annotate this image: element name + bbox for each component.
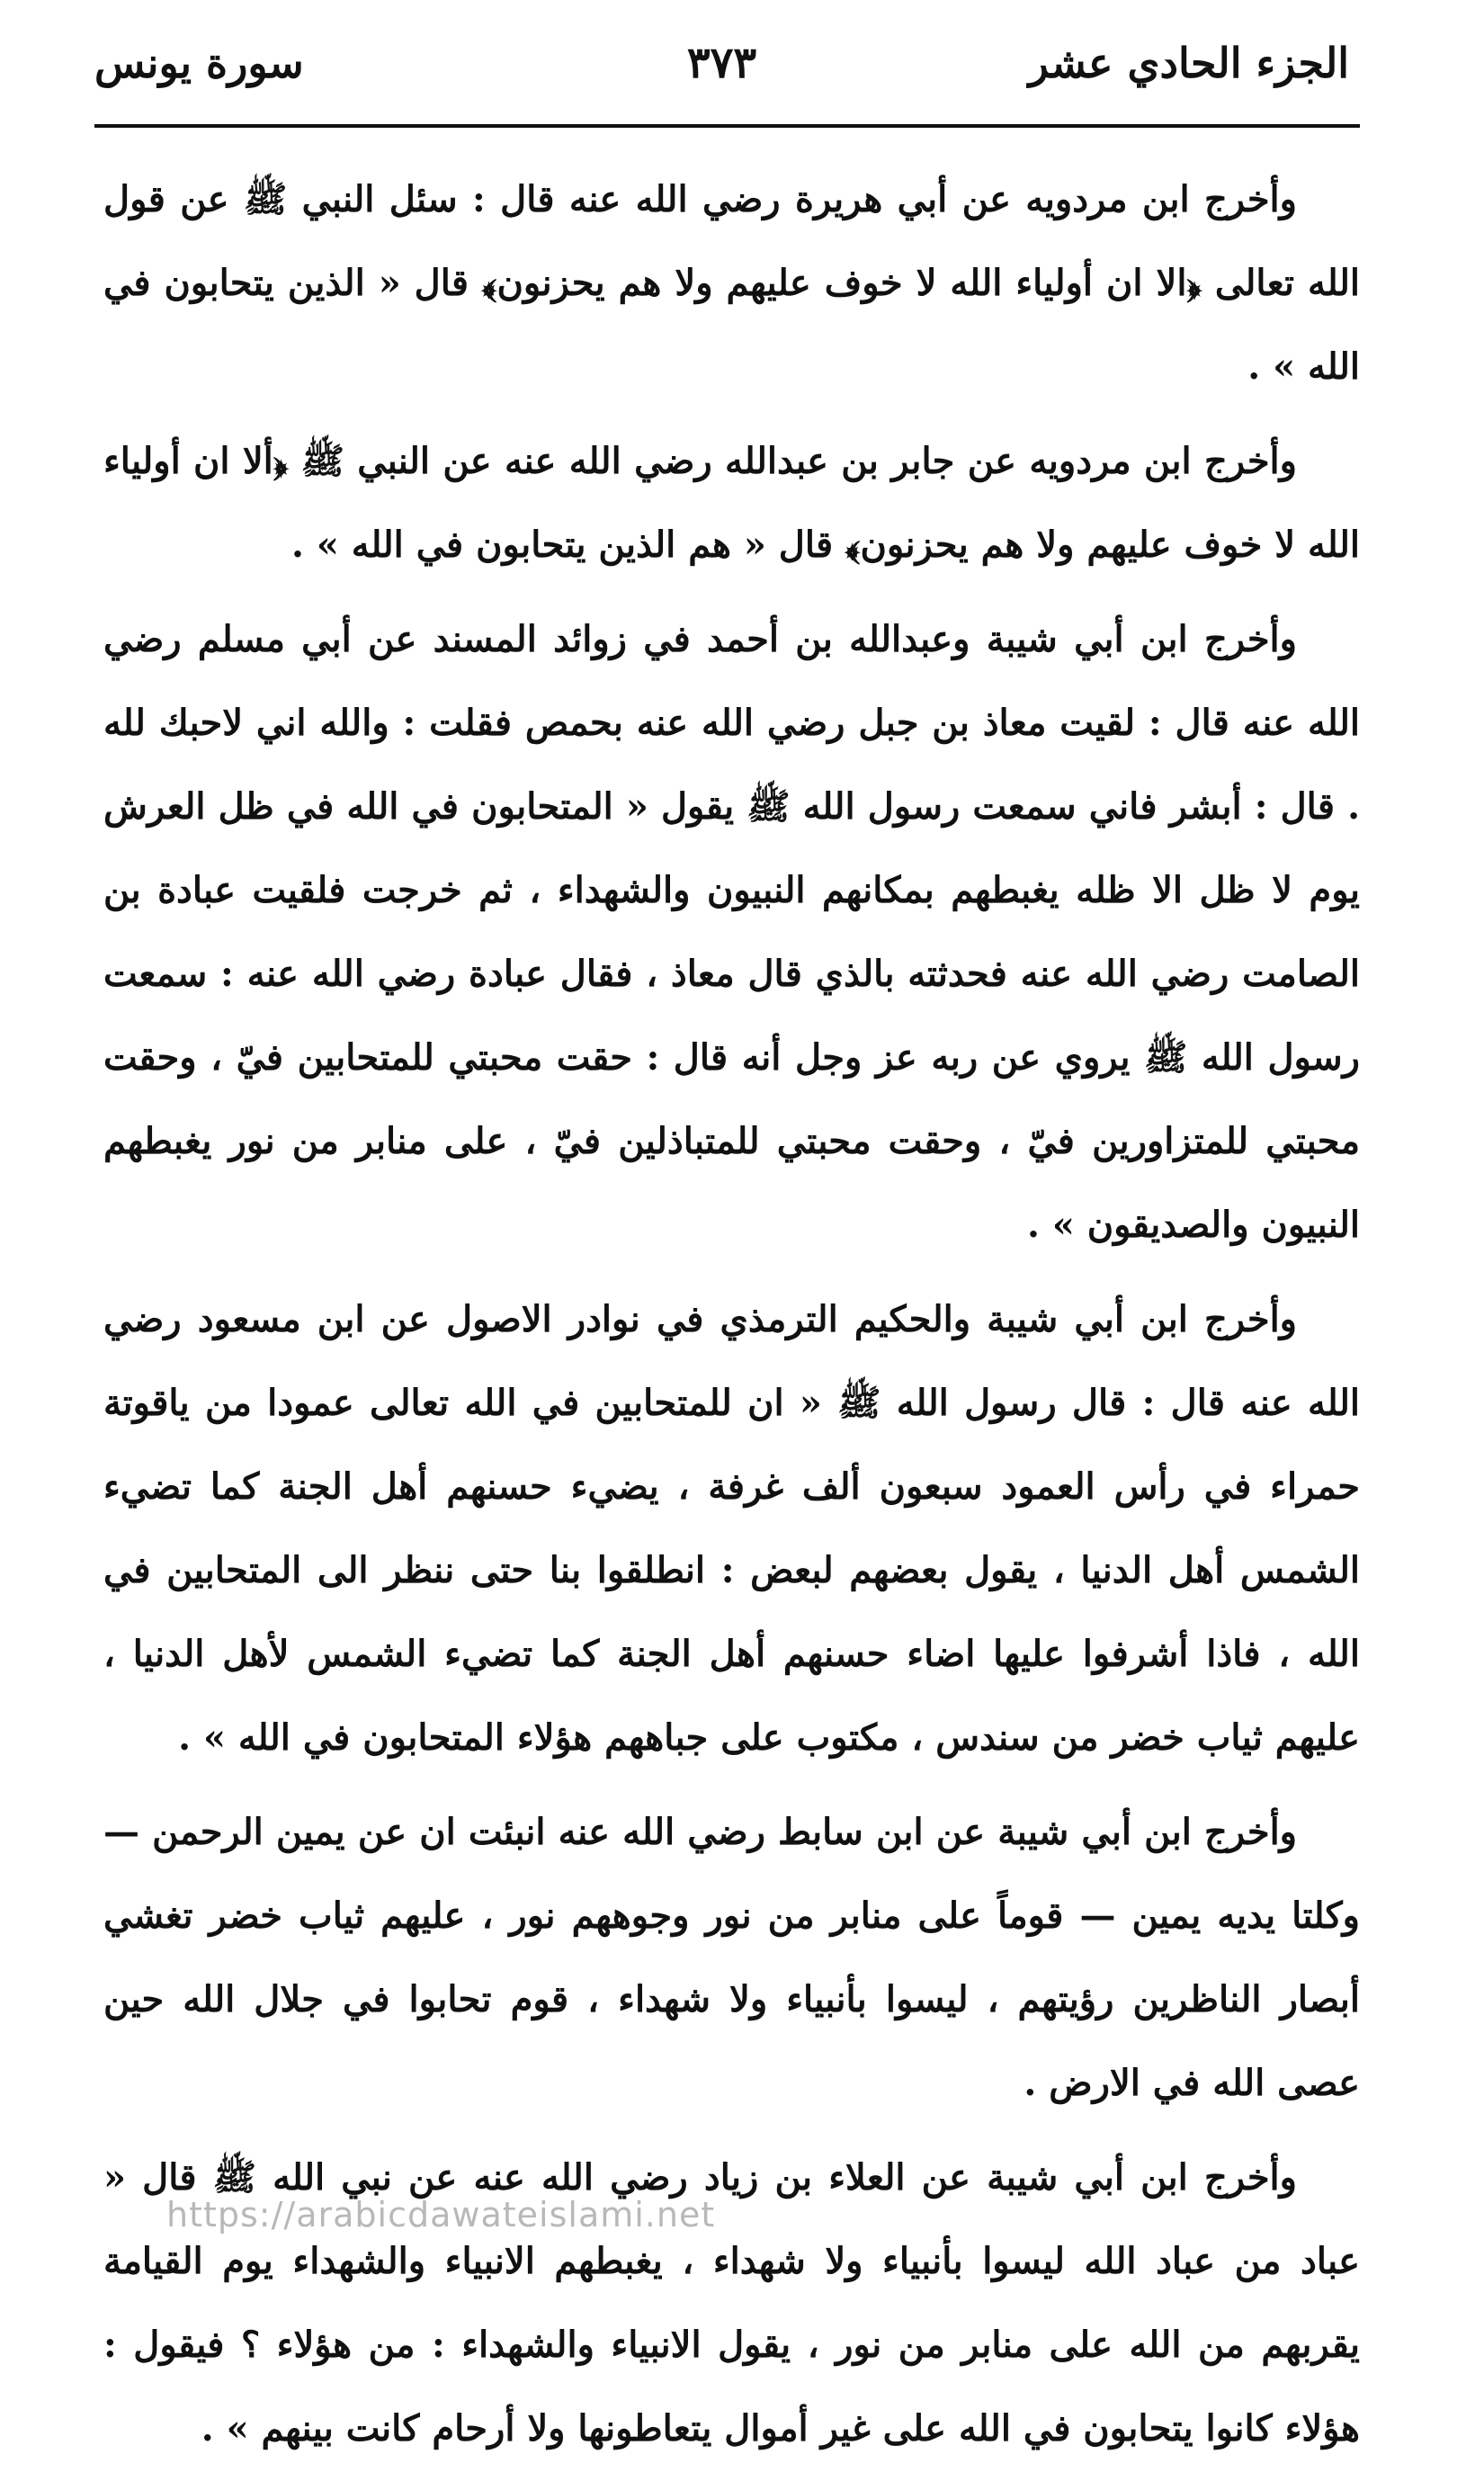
paragraph-4: وأخرج ابن أبي شيبة والحكيم الترمذي في نوادر الاصول عن ابن مسعود رضي الله عنه قال : قال رسول الله ﷺ « ان للمتحابين في الله تعالى عمودا من ياقوتة حمراء في رأس العمود سبعون ألف غرفة ، يضيء حسنهم أهل الجنة كما تضيء الشمس أهل الدنيا ، يقول بعضهم لبعض : انطلقوا بنا حتى ننظر الى المتحابين في الله ، فاذا أشرفوا عليها اضاء حسنهم أهل الجنة كما تضيء الشمس لأهل الدنيا ، عليهم ثياب خضر من سندس ، مكتوب على جباههم هؤلاء المتحابون في الله » .: [103, 1298, 1360, 1759]
paragraph-2: وأخرج ابن مردويه عن جابر بن عبدالله رضي الله عنه عن النبي ﷺ ﴿ألا ان أولياء الله لا خوف عليهم ولا هم يحزنون﴾ قال « هم الذين يتحابون في الله » .: [103, 440, 1360, 566]
header-divider: [94, 124, 1360, 128]
paragraph-6: وأخرج ابن أبي شيبة عن العلاء بن زياد رضي الله عنه عن نبي الله ﷺ قال « عباد من عباد الله ليسوا بأنبياء ولا شهداء ، يغبطهم الانبياء والشهداء يوم القيامة يقربهم من الله على منابر من نور ، يقول الانبياء والشهداء : من هؤلاء ؟ فيقول : هؤلاء كانوا يتحابون في الله على غير أموال يتعاطونها ولا أرحام كانت بينهم » .: [103, 2156, 1360, 2450]
surah-title: سورة يونس: [94, 39, 304, 87]
watermark-url: https://arabicdawateislami.net: [166, 2195, 716, 2235]
page-body: [103, 157, 1360, 2481]
paragraph-5: وأخرج ابن أبي شيبة عن ابن سابط رضي الله عنه انبئت ان عن يمين الرحمن — وكلتا يديه يمين — قوماً على منابر من نور وجوههم نور ، عليهم ثياب خضر تغشي أبصار الناظرين رؤيتهم ، ليسوا بأنبياء ولا شهداء ، قوم تحابوا في جلال الله حين عصى الله في الارض .: [103, 1811, 1361, 2104]
paragraph-3: وأخرج ابن أبي شيبة وعبدالله بن أحمد في زوائد المسند عن أبي مسلم رضي الله عنه قال : لقيت معاذ بن جبل رضي الله عنه بحمص فقلت : والله اني لاحبك لله . قال : أبشر فاني سمعت رسول الله ﷺ يقول « المتحابون في الله في ظل العرش يوم لا ظل الا ظله يغبطهم بمكانهم النبيون والشهداء ، ثم خرجت فلقيت عبادة بن الصامت رضي الله عنه فحدثته بالذي قال معاذ ، فقال عبادة رضي الله عنه : سمعت رسول الله ﷺ يروي عن ربه عز وجل أنه قال : حقت محبتي للمتحابين فيّ ، وحقت محبتي للمتزاورين فيّ ، وحقت محبتي للمتباذلين فيّ ، على منابر من نور يغبطهم النبيون والصديقون » .: [103, 618, 1360, 1246]
part-title: الجزء الحادي عشر: [1028, 39, 1349, 87]
page-number: ٣٧٣: [686, 38, 757, 88]
paragraph-1: وأخرج ابن مردويه عن أبي هريرة رضي الله عنه قال : سئل النبي ﷺ عن قول الله تعالى ﴿الا ان أولياء الله لا خوف عليهم ولا هم يحزنون﴾ قال « الذين يتحابون في الله » .: [103, 178, 1360, 388]
page-header: [94, 27, 1349, 99]
